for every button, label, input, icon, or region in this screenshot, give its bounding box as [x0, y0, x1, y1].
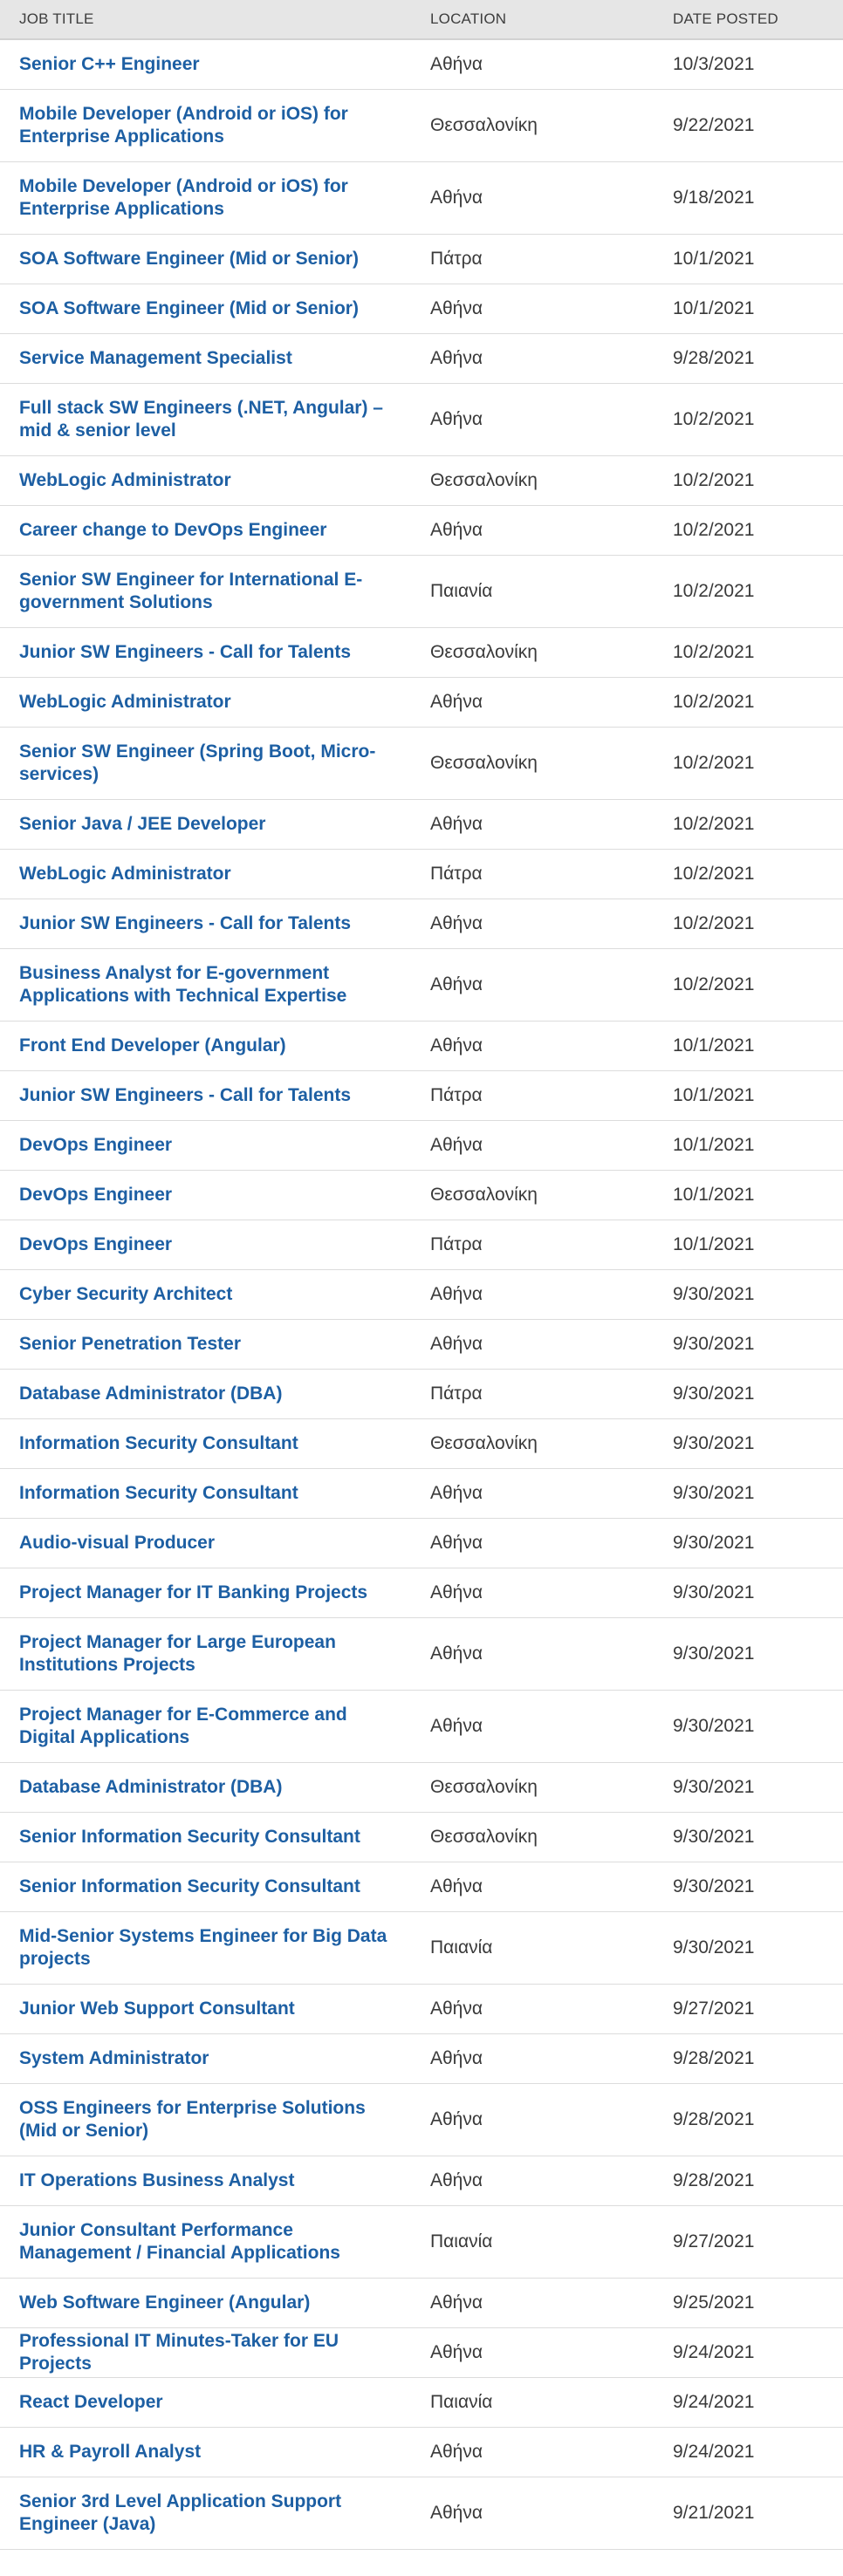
job-location: Αθήνα — [428, 899, 671, 949]
job-title-link[interactable]: Mobile Developer (Android or iOS) for Enterprise Applications — [19, 104, 348, 147]
job-title-cell — [0, 1763, 428, 1813]
job-location: Παιανία — [428, 2206, 671, 2279]
job-title-cell — [0, 506, 428, 556]
job-date-posted: 10/1/2021 — [671, 1071, 843, 1121]
job-location: Παιανία — [428, 1912, 671, 1985]
table-row — [0, 850, 843, 899]
job-title-cell — [0, 899, 428, 949]
table-row — [0, 334, 843, 384]
table-row — [0, 949, 843, 1022]
job-title-link[interactable]: Web Software Engineer (Angular) — [19, 2292, 311, 2313]
job-location: Αθήνα — [428, 2279, 671, 2328]
job-title-cell — [0, 90, 428, 162]
job-title-link[interactable]: Business Analyst for E-government Applications with Technical Expertise — [19, 963, 347, 1006]
job-title-link[interactable]: Mid-Senior Systems Engineer for Big Data projects — [19, 1926, 387, 1969]
table-row — [0, 899, 843, 949]
table-row — [0, 2206, 843, 2279]
table-row — [0, 1912, 843, 1985]
job-location: Θεσσαλονίκη — [428, 1763, 671, 1813]
job-title-cell — [0, 334, 428, 384]
table-row — [0, 235, 843, 284]
table-row — [0, 556, 843, 628]
job-title-link[interactable]: Front End Developer (Angular) — [19, 1035, 286, 1056]
job-location: Αθήνα — [428, 2084, 671, 2156]
job-location: Πάτρα — [428, 235, 671, 284]
job-date-posted: 9/30/2021 — [671, 1862, 843, 1912]
job-title-link[interactable]: SOA Software Engineer (Mid or Senior) — [19, 298, 359, 318]
job-title-link[interactable]: Database Administrator (DBA) — [19, 1384, 283, 1404]
table-row — [0, 506, 843, 556]
job-date-posted: 9/30/2021 — [671, 1813, 843, 1862]
job-date-posted: 9/30/2021 — [671, 1912, 843, 1985]
header-row — [0, 0, 843, 39]
job-title-link[interactable]: WebLogic Administrator — [19, 864, 231, 884]
table-row — [0, 1519, 843, 1568]
job-location: Αθήνα — [428, 949, 671, 1022]
table-row — [0, 1691, 843, 1763]
table-row — [0, 1862, 843, 1912]
job-location: Θεσσαλονίκη — [428, 1419, 671, 1469]
job-title-cell — [0, 1320, 428, 1370]
table-row — [0, 2428, 843, 2477]
job-date-posted: 9/30/2021 — [671, 1320, 843, 1370]
job-date-posted: 9/30/2021 — [671, 1519, 843, 1568]
job-title-cell — [0, 2378, 428, 2428]
job-title-cell — [0, 1519, 428, 1568]
job-date-posted: 9/27/2021 — [671, 2206, 843, 2279]
table-row — [0, 1022, 843, 1071]
table-row — [0, 162, 843, 235]
job-title-cell — [0, 2328, 428, 2378]
job-title-link[interactable]: Project Manager for IT Banking Projects — [19, 1582, 368, 1602]
job-title-cell — [0, 2428, 428, 2477]
table-row — [0, 1270, 843, 1320]
job-date-posted: 9/28/2021 — [671, 2034, 843, 2084]
job-title-cell — [0, 39, 428, 90]
job-title-cell — [0, 284, 428, 334]
job-title-cell — [0, 1121, 428, 1171]
job-title-link[interactable]: Senior 3rd Level Application Support Engineer (Java) — [19, 2491, 342, 2534]
job-date-posted: 9/25/2021 — [671, 2279, 843, 2328]
job-location: Αθήνα — [428, 1270, 671, 1320]
job-title-cell — [0, 949, 428, 1022]
job-title-link[interactable]: DevOps Engineer — [19, 1185, 173, 1205]
job-title-link[interactable]: Professional IT Minutes-Taker for EU Projects — [19, 2331, 339, 2374]
job-location: Παιανία — [428, 556, 671, 628]
job-title-link[interactable]: Service Management Specialist — [19, 348, 292, 368]
job-location: Θεσσαλονίκη — [428, 456, 671, 506]
job-date-posted: 10/2/2021 — [671, 384, 843, 456]
table-row — [0, 2084, 843, 2156]
job-title-link[interactable]: Junior Web Support Consultant — [19, 1999, 295, 2019]
job-title-link[interactable]: Information Security Consultant — [19, 1433, 298, 1453]
job-date-posted: 9/24/2021 — [671, 2428, 843, 2477]
job-date-posted: 10/3/2021 — [671, 39, 843, 90]
job-location: Αθήνα — [428, 384, 671, 456]
job-date-posted: 9/30/2021 — [671, 1691, 843, 1763]
job-date-posted: 10/2/2021 — [671, 556, 843, 628]
job-location: Θεσσαλονίκη — [428, 728, 671, 800]
job-location: Θεσσαλονίκη — [428, 1171, 671, 1220]
table-row — [0, 2156, 843, 2206]
job-location: Αθήνα — [428, 800, 671, 850]
job-date-posted: 9/27/2021 — [671, 1985, 843, 2034]
table-row — [0, 39, 843, 90]
job-title-cell — [0, 1618, 428, 1691]
job-date-posted: 10/1/2021 — [671, 1220, 843, 1270]
job-location: Θεσσαλονίκη — [428, 90, 671, 162]
job-date-posted: 10/2/2021 — [671, 800, 843, 850]
job-location: Αθήνα — [428, 1862, 671, 1912]
job-title-link[interactable]: IT Operations Business Analyst — [19, 2170, 295, 2190]
table-row — [0, 728, 843, 800]
job-date-posted: 9/28/2021 — [671, 2084, 843, 2156]
job-title-cell — [0, 1370, 428, 1419]
job-location: Αθήνα — [428, 2034, 671, 2084]
job-title-link[interactable]: OSS Engineers for Enterprise Solutions (Mid or Senior) — [19, 2098, 366, 2141]
job-title-link[interactable]: Senior C++ Engineer — [19, 54, 200, 74]
job-date-posted: 10/2/2021 — [671, 850, 843, 899]
job-location: Παιανία — [428, 2378, 671, 2428]
job-title-cell — [0, 2206, 428, 2279]
job-title-cell — [0, 2034, 428, 2084]
job-date-posted: 10/1/2021 — [671, 235, 843, 284]
job-title-link[interactable]: Senior SW Engineer for International E-government Solutions — [19, 570, 363, 612]
job-location: Αθήνα — [428, 506, 671, 556]
job-title-cell — [0, 1985, 428, 2034]
job-title-cell — [0, 162, 428, 235]
job-title-link[interactable]: DevOps Engineer — [19, 1234, 173, 1254]
table-row — [0, 1419, 843, 1469]
job-title-cell — [0, 1270, 428, 1320]
table-row — [0, 800, 843, 850]
job-location: Αθήνα — [428, 1320, 671, 1370]
job-location: Αθήνα — [428, 1469, 671, 1519]
job-date-posted: 9/24/2021 — [671, 2328, 843, 2378]
job-title-cell — [0, 1419, 428, 1469]
job-title-link[interactable]: React Developer — [19, 2392, 163, 2412]
table-row — [0, 1171, 843, 1220]
job-location: Αθήνα — [428, 1519, 671, 1568]
job-date-posted: 9/30/2021 — [671, 1270, 843, 1320]
job-location: Πάτρα — [428, 1370, 671, 1419]
job-location: Θεσσαλονίκη — [428, 1813, 671, 1862]
table-row — [0, 1813, 843, 1862]
table-row — [0, 1370, 843, 1419]
job-title-cell — [0, 1568, 428, 1618]
column-header-location[interactable]: LOCATION — [428, 0, 671, 39]
job-title-link[interactable]: Junior SW Engineers - Call for Talents — [19, 913, 351, 933]
job-title-cell — [0, 2156, 428, 2206]
job-title-link[interactable]: Junior SW Engineers - Call for Talents — [19, 642, 351, 662]
job-title-cell — [0, 2477, 428, 2550]
job-location: Αθήνα — [428, 162, 671, 235]
job-title-cell — [0, 1862, 428, 1912]
table-row — [0, 2279, 843, 2328]
job-title-link[interactable]: Cyber Security Architect — [19, 1284, 233, 1304]
job-title-cell — [0, 1022, 428, 1071]
job-title-cell — [0, 850, 428, 899]
job-title-cell — [0, 1912, 428, 1985]
job-title-link[interactable]: Project Manager for Large European Institutions Projects — [19, 1632, 336, 1675]
job-date-posted: 10/2/2021 — [671, 678, 843, 728]
job-title-cell — [0, 678, 428, 728]
table-row — [0, 90, 843, 162]
job-location: Αθήνα — [428, 1022, 671, 1071]
table-row — [0, 1618, 843, 1691]
job-title-cell — [0, 1469, 428, 1519]
table-row — [0, 2477, 843, 2550]
job-title-cell — [0, 556, 428, 628]
job-date-posted: 10/1/2021 — [671, 1121, 843, 1171]
job-title-link[interactable]: Senior Java / JEE Developer — [19, 814, 266, 834]
job-title-cell — [0, 1071, 428, 1121]
job-title-cell — [0, 628, 428, 678]
job-location: Αθήνα — [428, 2477, 671, 2550]
job-date-posted: 9/30/2021 — [671, 1763, 843, 1813]
job-location: Θεσσαλονίκη — [428, 628, 671, 678]
job-date-posted: 9/30/2021 — [671, 1370, 843, 1419]
job-title-link[interactable]: Junior Consultant Performance Management / Financial Applications — [19, 2220, 340, 2263]
job-title-cell — [0, 1691, 428, 1763]
job-location: Αθήνα — [428, 678, 671, 728]
table-row — [0, 456, 843, 506]
job-title-link[interactable]: Junior SW Engineers - Call for Talents — [19, 1085, 351, 1105]
job-title-cell — [0, 384, 428, 456]
job-location: Αθήνα — [428, 2156, 671, 2206]
job-location: Αθήνα — [428, 1618, 671, 1691]
column-header-job-title[interactable]: JOB TITLE — [0, 0, 428, 39]
job-title-link[interactable]: DevOps Engineer — [19, 1135, 173, 1155]
job-location: Πάτρα — [428, 850, 671, 899]
jobs-table-header — [0, 0, 843, 39]
table-row — [0, 1985, 843, 2034]
job-title-link[interactable]: Senior SW Engineer (Spring Boot, Micro-services) — [19, 741, 376, 784]
job-location: Αθήνα — [428, 1691, 671, 1763]
job-title-link[interactable]: Senior Penetration Tester — [19, 1334, 242, 1354]
job-date-posted: 9/22/2021 — [671, 90, 843, 162]
job-location: Πάτρα — [428, 1071, 671, 1121]
job-location: Αθήνα — [428, 2328, 671, 2378]
job-location: Αθήνα — [428, 284, 671, 334]
job-title-link[interactable]: Project Manager for E-Commerce and Digital Applications — [19, 1705, 347, 1747]
job-title-link[interactable]: Information Security Consultant — [19, 1483, 298, 1503]
job-date-posted: 9/21/2021 — [671, 2477, 843, 2550]
job-title-cell — [0, 1171, 428, 1220]
job-title-cell — [0, 456, 428, 506]
job-date-posted: 9/24/2021 — [671, 2378, 843, 2428]
job-title-cell — [0, 2279, 428, 2328]
job-date-posted: 9/28/2021 — [671, 2156, 843, 2206]
job-date-posted: 9/28/2021 — [671, 334, 843, 384]
job-date-posted: 9/30/2021 — [671, 1618, 843, 1691]
column-header-date-posted[interactable]: DATE POSTED — [671, 0, 843, 39]
job-title-link[interactable]: Full stack SW Engineers (.NET, Angular) – mid & senior level — [19, 398, 383, 441]
job-title-link[interactable]: Career change to DevOps Engineer — [19, 520, 327, 540]
table-row — [0, 384, 843, 456]
job-location: Αθήνα — [428, 1568, 671, 1618]
job-title-cell — [0, 2084, 428, 2156]
table-row — [0, 678, 843, 728]
job-title-cell — [0, 800, 428, 850]
job-location: Αθήνα — [428, 1985, 671, 2034]
job-date-posted: 10/2/2021 — [671, 628, 843, 678]
job-date-posted: 10/2/2021 — [671, 506, 843, 556]
job-location: Πάτρα — [428, 1220, 671, 1270]
job-date-posted: 10/2/2021 — [671, 949, 843, 1022]
table-row — [0, 2034, 843, 2084]
jobs-table-body — [0, 39, 843, 2550]
job-title-link[interactable]: System Administrator — [19, 2048, 209, 2068]
job-date-posted: 10/2/2021 — [671, 456, 843, 506]
job-date-posted: 10/2/2021 — [671, 899, 843, 949]
job-title-link[interactable]: Audio-visual Producer — [19, 1533, 216, 1553]
job-title-cell — [0, 1220, 428, 1270]
table-row — [0, 1763, 843, 1813]
job-date-posted: 9/30/2021 — [671, 1568, 843, 1618]
table-row — [0, 1071, 843, 1121]
table-row — [0, 284, 843, 334]
job-title-cell — [0, 728, 428, 800]
job-title-link[interactable]: HR & Payroll Analyst — [19, 2442, 202, 2462]
job-title-cell — [0, 1813, 428, 1862]
job-title-link[interactable]: Database Administrator (DBA) — [19, 1777, 283, 1797]
job-date-posted: 9/30/2021 — [671, 1419, 843, 1469]
table-row — [0, 1469, 843, 1519]
job-title-cell — [0, 235, 428, 284]
table-row — [0, 2328, 843, 2378]
table-row — [0, 1568, 843, 1618]
job-date-posted: 10/1/2021 — [671, 1022, 843, 1071]
table-row — [0, 1220, 843, 1270]
job-location: Αθήνα — [428, 1121, 671, 1171]
job-location: Αθήνα — [428, 2428, 671, 2477]
job-title-link[interactable]: Senior Information Security Consultant — [19, 1876, 360, 1896]
job-location: Αθήνα — [428, 334, 671, 384]
job-date-posted: 10/1/2021 — [671, 1171, 843, 1220]
table-row — [0, 628, 843, 678]
job-date-posted: 9/18/2021 — [671, 162, 843, 235]
job-title-link[interactable]: WebLogic Administrator — [19, 470, 231, 490]
job-date-posted: 9/30/2021 — [671, 1469, 843, 1519]
table-row — [0, 1320, 843, 1370]
job-title-link[interactable]: SOA Software Engineer (Mid or Senior) — [19, 249, 359, 269]
job-date-posted: 10/1/2021 — [671, 284, 843, 334]
job-title-link[interactable]: Senior Information Security Consultant — [19, 1827, 360, 1847]
table-row — [0, 2378, 843, 2428]
job-title-link[interactable]: WebLogic Administrator — [19, 692, 231, 712]
job-date-posted: 10/2/2021 — [671, 728, 843, 800]
job-title-link[interactable]: Mobile Developer (Android or iOS) for Enterprise Applications — [19, 176, 348, 219]
table-row — [0, 1121, 843, 1171]
job-location: Αθήνα — [428, 39, 671, 90]
